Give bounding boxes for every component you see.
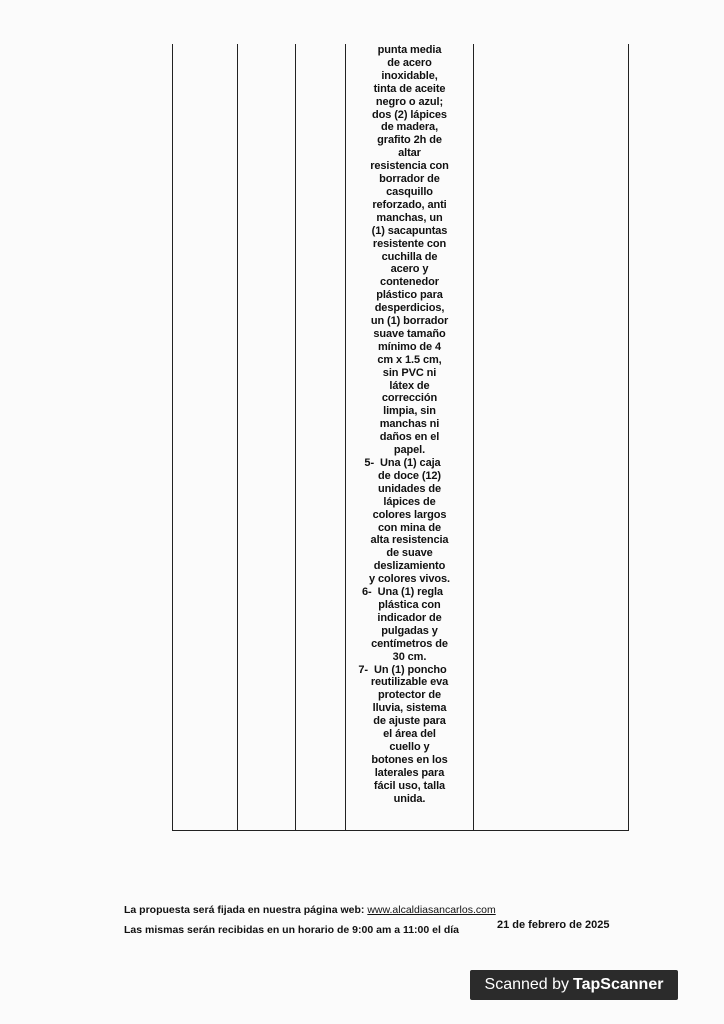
list-item <box>346 586 473 599</box>
description-line: altar <box>398 147 421 160</box>
description-line: dos (2) lápices <box>372 108 447 121</box>
description-line: plástico para <box>376 289 443 302</box>
description-line: manchas ni <box>379 418 440 431</box>
footer-date: 21 de febrero de 2025 <box>497 919 610 931</box>
list-item-line: con mina de <box>377 521 442 534</box>
table-border-left <box>172 44 173 831</box>
description-line: de acero <box>387 56 432 69</box>
badge-prefix: Scanned by <box>484 976 570 993</box>
footer-web-notice <box>124 904 496 916</box>
description-line: látex de <box>389 379 430 392</box>
description-line: manchas, un <box>376 211 443 224</box>
list-item-line: lápices de <box>383 495 436 508</box>
list-item-line: unidades de <box>377 482 442 495</box>
list-item-line: protector de <box>378 689 441 702</box>
description-line: casquillo <box>386 185 433 198</box>
list-item-line: pulgadas y <box>381 624 438 637</box>
table-border-right <box>628 44 629 831</box>
list-item-line: indicador de <box>377 611 442 624</box>
list-item-line: lluvia, sistema <box>372 702 447 715</box>
list-item-line: cuello y <box>389 740 430 753</box>
description-line: suave tamaño <box>373 327 446 340</box>
description-line: contenedor <box>380 276 439 289</box>
list-item <box>346 457 473 470</box>
description-line: borrador de <box>379 173 440 186</box>
list-item-line: reutilizable eva <box>370 676 449 689</box>
description-line: reforzado, anti <box>372 198 447 211</box>
description-cell <box>346 44 473 805</box>
list-item-line: de suave <box>386 547 433 560</box>
scanner-badge <box>470 970 678 1000</box>
list-item-line: el área del <box>383 728 436 741</box>
description-line: mínimo de 4 <box>377 340 442 353</box>
list-item-line: botones en los <box>371 753 448 766</box>
list-item-line: centímetros de <box>371 637 448 650</box>
footer-website-link[interactable]: www.alcaldiasancarlos.com <box>367 904 496 916</box>
footer-web-text: La propuesta será fijada en nuestra página web: <box>124 904 368 916</box>
list-item-line: fácil uso, talla <box>373 779 446 792</box>
list-item-line: deslizamiento <box>373 560 446 573</box>
description-line: daños en el <box>379 431 440 444</box>
description-line: limpia, sin <box>383 405 436 418</box>
list-item-text: Una (1) caja <box>380 457 441 469</box>
list-item-number: 5- <box>364 457 375 469</box>
table-column-divider <box>473 44 474 831</box>
list-item-text: Un (1) poncho <box>373 663 447 676</box>
list-item-line: y colores vivos. <box>369 573 450 586</box>
list-item-line: colores largos <box>372 508 447 521</box>
description-line: de madera, <box>380 121 439 134</box>
list-item <box>346 664 473 677</box>
list-item-line: 30 cm. <box>392 650 427 663</box>
list-item-line: plástica con <box>378 598 441 611</box>
description-line: cm x 1.5 cm, <box>377 353 442 366</box>
description-line: grafito 2h de <box>377 134 442 147</box>
description-line: desperdicios, <box>374 302 445 315</box>
list-item-number: 6- <box>362 586 372 599</box>
footer-schedule-notice: Las mismas serán recibidas en un horario de 9:00 am a 11:00 el día <box>124 924 459 936</box>
description-line: punta media <box>377 44 442 56</box>
list-item-line: alta resistencia <box>370 534 449 547</box>
description-line: corrección <box>381 392 438 405</box>
description-line: sin PVC ni <box>382 366 437 379</box>
table-column-divider <box>237 44 238 831</box>
description-line: papel. <box>393 444 426 457</box>
list-item-line: laterales para <box>374 766 445 779</box>
list-item-line: unida. <box>393 792 426 805</box>
description-line: acero y <box>390 263 429 276</box>
table-column-divider <box>295 44 296 831</box>
description-line: inoxidable, <box>381 69 438 82</box>
list-item-line: de ajuste para <box>373 715 446 728</box>
description-line: cuchilla de <box>381 250 438 263</box>
badge-brand: TapScanner <box>573 976 664 993</box>
description-line: resistencia con <box>370 160 449 173</box>
table-bottom-border <box>172 830 629 831</box>
list-item-line: de doce (12) <box>378 469 441 482</box>
list-item-number: 7- <box>358 663 368 676</box>
list-item-text: Una (1) regla <box>377 586 443 599</box>
description-line: negro o azul; <box>375 95 444 108</box>
description-line: (1) sacapuntas <box>371 224 448 237</box>
description-line: resistente con <box>372 237 447 250</box>
description-line: un (1) borrador <box>370 315 449 328</box>
description-line: tinta de aceite <box>373 82 446 95</box>
